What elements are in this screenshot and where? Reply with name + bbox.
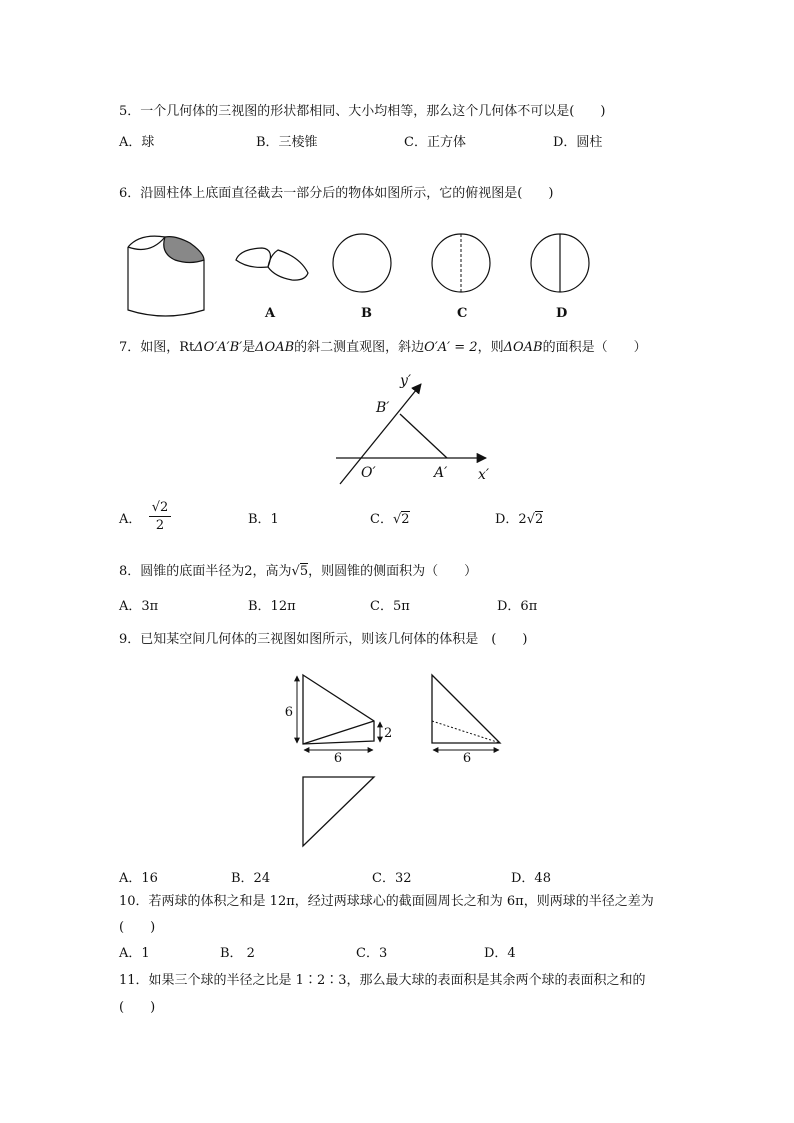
q7-stem-prefix: 7．如图，Rt — [119, 340, 195, 355]
option-c-figure — [432, 234, 490, 292]
radical-icon: √ — [526, 512, 535, 527]
radical-icon: √ — [291, 564, 300, 579]
top-view — [303, 777, 374, 846]
q10-option-a: A．1 — [119, 946, 150, 961]
q11-paren: ( ) — [119, 1000, 156, 1015]
q5-option-b: B．三棱锥 — [256, 135, 318, 150]
q7-option-d — [495, 512, 543, 528]
option-a-figure — [236, 248, 308, 280]
q10-paren: ( ) — [119, 920, 156, 935]
q9-option-b: B．24 — [231, 871, 271, 886]
cut-cylinder-figure — [128, 236, 204, 316]
y-axis-label: y′ — [400, 373, 412, 389]
radical-icon: √ — [392, 512, 402, 527]
front-view — [303, 675, 374, 744]
q7-option-b: B．1 — [248, 512, 279, 527]
side-view — [432, 675, 500, 743]
q6-label-c: C — [457, 306, 468, 321]
q6-label-d: D — [556, 306, 568, 321]
q9-option-c: C．32 — [372, 871, 412, 886]
q7-option-c — [370, 512, 410, 528]
segment-ba — [400, 414, 447, 458]
q7-stem-edge: O′A′ = 2 — [424, 340, 478, 355]
q7-stem-mid2: 的斜二测直观图，斜边 — [294, 340, 425, 355]
q9-option-a: A．16 — [119, 871, 158, 886]
q8-option-a: A．3π — [119, 599, 159, 614]
side-width-label: 6 — [462, 751, 472, 766]
q6-label-b: B — [361, 306, 372, 321]
q9-figure — [0, 666, 794, 856]
point-b-label: B′ — [376, 400, 390, 416]
q8-option-d: D．6π — [497, 599, 538, 614]
q7-option-a-denominator: 2 — [155, 518, 165, 533]
q5-stem: 5．一个几何体的三视图的形状都相同、大小均相等，那么这个几何体不可以是( ) — [119, 104, 606, 119]
q6-stem: 6．沿圆柱体上底面直径截去一部分后的物体如图所示，它的俯视图是( ) — [119, 186, 554, 201]
q7-stem-suffix: 的面积是（ ） — [542, 340, 647, 355]
q6-figure — [0, 225, 794, 345]
q7-stem — [119, 340, 647, 356]
y-axis — [340, 384, 421, 484]
q5-option-a: A．球 — [119, 135, 155, 150]
option-b-figure — [333, 234, 391, 292]
point-o-label: O′ — [361, 465, 376, 481]
front-height-label: 6 — [284, 705, 293, 720]
q7-option-c-prefix: C． — [370, 512, 393, 527]
q9-stem: 9．已知某空间几何体的三视图如图所示，则该几何体的体积是 ( ) — [119, 632, 528, 647]
q7-stem-mid3: ，则 — [477, 340, 504, 355]
q7-option-d-prefix: D．2 — [495, 512, 527, 527]
q7-option-c-radicand: 2 — [401, 512, 410, 527]
q8-stem-suffix: ，则圆锥的侧面积为（ ） — [308, 564, 478, 579]
q7-option-a-numerator: √2 — [149, 500, 171, 517]
q8-stem-radicand: 5 — [299, 564, 309, 579]
q10-stem: 10．若两球的体积之和是 12π，经过两球球心的截面圆周长之和为 6π，则两球的半径之差为 — [119, 894, 654, 909]
q7-option-a-fraction — [149, 500, 171, 535]
q7-stem-tri2: ΔOAB — [255, 340, 295, 355]
q9-option-d: D．48 — [511, 871, 551, 886]
q7-option-a-prefix: A． — [119, 512, 142, 527]
q8-stem — [119, 564, 477, 580]
front-right-label: 2 — [384, 726, 393, 741]
q7-stem-tri1: ΔO′A′B′ — [194, 340, 243, 355]
option-d-figure — [531, 234, 589, 292]
q8-stem-prefix: 8．圆锥的底面半径为2，高为 — [119, 564, 292, 579]
q5-option-c: C．正方体 — [404, 135, 466, 150]
front-width-label: 6 — [333, 751, 343, 766]
q11-stem: 11．如果三个球的半径之比是 1∶2∶3，那么最大球的表面积是其余两个球的表面积之和的 — [119, 973, 646, 988]
point-a-label: A′ — [434, 465, 448, 481]
q10-option-c: C．3 — [356, 946, 388, 961]
q7-figure — [0, 366, 794, 496]
q7-option-d-radicand: 2 — [535, 512, 544, 527]
x-axis-label: x′ — [478, 467, 490, 483]
q10-option-b: B． 2 — [220, 946, 255, 961]
q10-option-d: D．4 — [484, 946, 516, 961]
q8-option-c: C．5π — [370, 599, 410, 614]
q5-option-d: D．圆柱 — [553, 135, 603, 150]
q7-stem-tri3: ΔOAB — [503, 340, 543, 355]
q8-option-b: B．12π — [248, 599, 296, 614]
q7-stem-mid1: 是 — [242, 340, 256, 355]
q6-label-a: A — [265, 306, 276, 321]
